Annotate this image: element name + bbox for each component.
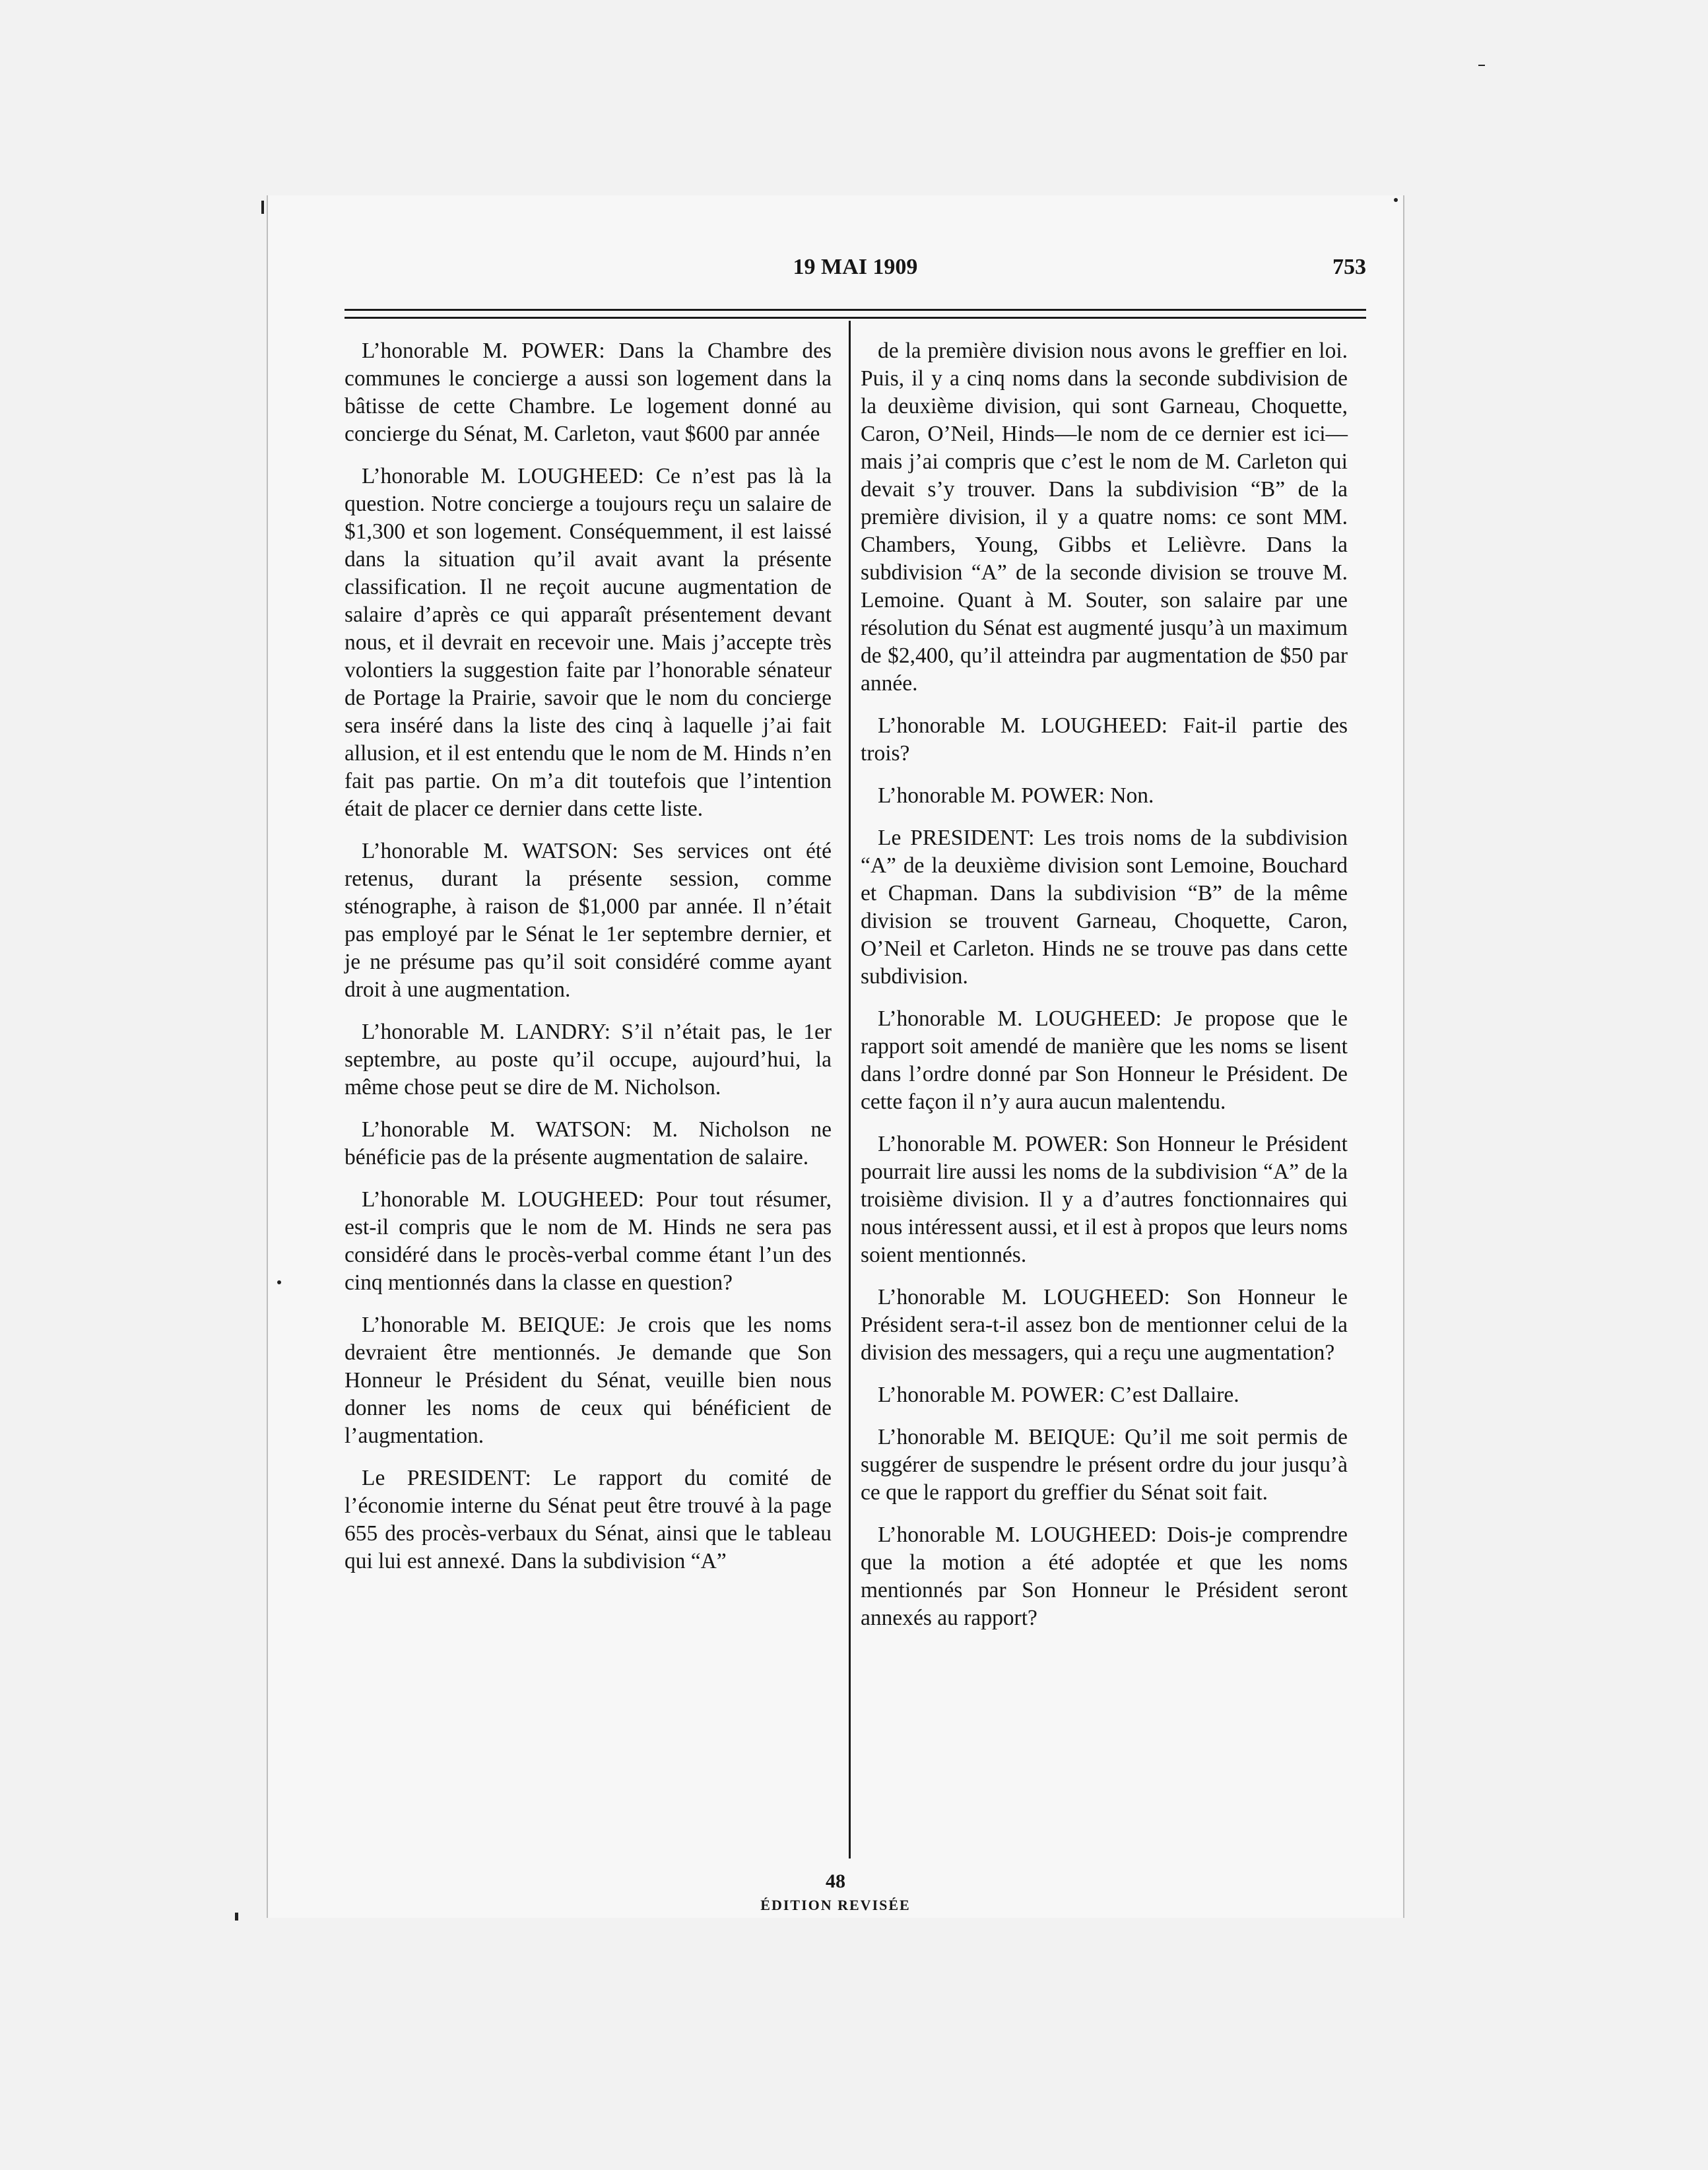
header-date: 19 MAI 1909 [793, 255, 918, 279]
scan-mark [235, 1913, 238, 1921]
column-divider [849, 321, 851, 1858]
paragraph: L’honorable M. POWER: C’est Dallaire. [878, 1383, 1239, 1407]
paragraph: Le PRESIDENT: Les trois noms de la subdivision “A” de la deuxième division sont Lemoine, Bouchard et Chapman. Dans la subdivision “B” de la même division se trouvent Garneau, Choquette, Caron, O’Neil et Carleton. Hinds ne se trouve pas dans cette subdivision. [861, 826, 1348, 989]
document-page [267, 195, 1404, 1918]
paragraph: L’honorable M. BEIQUE: Qu’il me soit permis de suggérer de suspendre le présent ordre du jour jusqu’à ce que le rapport du greffier du Sénat soit fait. [861, 1425, 1348, 1505]
paragraph: L’honorable M. POWER: Non. [878, 783, 1154, 808]
header-rule-bottom [345, 317, 1366, 319]
header-rule-top [345, 309, 1366, 311]
paragraph: L’honorable M. WATSON: Ses services ont été retenus, durant la présente session, comme sténographe, à raison de $1,000 par année. Il n’était pas employé par le Sénat le 1er septembre dernier, et je ne présume pas qu’il soit considéré comme ayant droit à une augmentation. [345, 839, 832, 1002]
signature-number: 48 [826, 1870, 845, 1892]
paragraph: L’honorable M. LOUGHEED: Dois-je comprendre que la motion a été adoptée et que les noms mentionnés par Son Honneur le Président seront annexés au rapport? [861, 1523, 1348, 1630]
paragraph: L’honorable M. LOUGHEED: Son Honneur le Président sera-t-il assez bon de mentionner celui de la division des messagers, qui a reçu une augmentation? [861, 1285, 1348, 1365]
scan-mark [1478, 65, 1485, 66]
scan-mark [1394, 198, 1398, 202]
paragraph: L’honorable M. LANDRY: S’il n’était pas, le 1er septembre, au poste qu’il occupe, aujourd’hui, la même chose peut se dire de M. Nicholson. [345, 1020, 832, 1100]
right-column [861, 337, 1348, 1875]
page-header [345, 255, 1366, 288]
left-column [345, 337, 832, 1875]
paragraph: de la première division nous avons le greffier en loi. Puis, il y a cinq noms dans la seconde subdivision de la deuxième division, qui sont Garneau, Choquette, Caron, O’Neil, Hinds—le nom de ce dernier est ici—mais j’ai compris que c’est le nom de M. Carleton qui devait s’y trouver. Dans la subdivision “B” de la première division, il y a quatre noms: ce sont MM. Chambers, Young, Gibbs et Lelièvre. Dans la subdivision “A” de la seconde division se trouve M. Lemoine. Quant à M. Souter, son salaire par une résolution du Sénat est augmenté jusqu’à un maximum de $2,400, qu’il atteindra par augmentation de $50 par année. [861, 339, 1348, 696]
paragraph: L’honorable M. POWER: Son Honneur le Président pourrait lire aussi les noms de la subdivision “A” de la troisième division. Il y a d’autres fonctionnaires qui nous intéressent aussi, et il est à propos que leurs noms soient mentionnés. [861, 1132, 1348, 1267]
scan-mark [277, 1280, 281, 1284]
paragraph: L’honorable M. LOUGHEED: Fait-il partie des trois? [861, 713, 1348, 766]
paragraph: L’honorable M. LOUGHEED: Pour tout résumer, est-il compris que le nom de M. Hinds ne sera pas considéré dans le procès-verbal comme étant l’un des cinq mentionnés dans la classe en question? [345, 1187, 832, 1295]
paragraph: L’honorable M. LOUGHEED: Je propose que le rapport soit amendé de manière que les noms se lisent dans l’ordre donné par Son Honneur le Président. De cette façon il n’y aura aucun malentendu. [861, 1006, 1348, 1114]
paragraph: L’honorable M. POWER: Dans la Chambre des communes le concierge a aussi son logement dans la bâtisse de cette Chambre. Le logement donné au concierge du Sénat, M. Carleton, vaut $600 par année [345, 339, 832, 446]
edition-label: ÉDITION REVISÉE [760, 1897, 911, 1913]
paragraph: L’honorable M. WATSON: M. Nicholson ne bénéficie pas de la présente augmentation de salaire. [345, 1117, 832, 1169]
paragraph: Le PRESIDENT: Le rapport du comité de l’économie interne du Sénat peut être trouvé à la page 655 des procès-verbaux du Sénat, ainsi que le tableau qui lui est annexé. Dans la subdivision “A” [345, 1466, 832, 1573]
page-number: 753 [1332, 255, 1366, 279]
scan-mark [261, 201, 264, 214]
paragraph: L’honorable M. BEIQUE: Je crois que les noms devraient être mentionnés. Je demande que Son Honneur le Président du Sénat, veuille bien nous donner les noms de ceux qui bénéficient de l’augmentation. [345, 1313, 832, 1448]
paragraph: L’honorable M. LOUGHEED: Ce n’est pas là la question. Notre concierge a toujours reçu un salaire de $1,300 et son logement. Conséquemment, il est laissé dans la situation qu’il avait avant la présente classification. Il ne reçoit aucune augmentation de salaire d’après ce qui apparaît présentement devant nous, et il devrait en recevoir une. Mais j’accepte très volontiers la suggestion faite par l’honorable sénateur de Portage la Prairie, savoir que le nom du concierge sera inséré dans la liste des cinq à laquelle j’ai fait allusion, et il est entendu que le nom de M. Hinds n’en fait pas partie. On m’a dit toutefois que l’intention était de placer ce dernier dans cette liste. [345, 464, 832, 821]
